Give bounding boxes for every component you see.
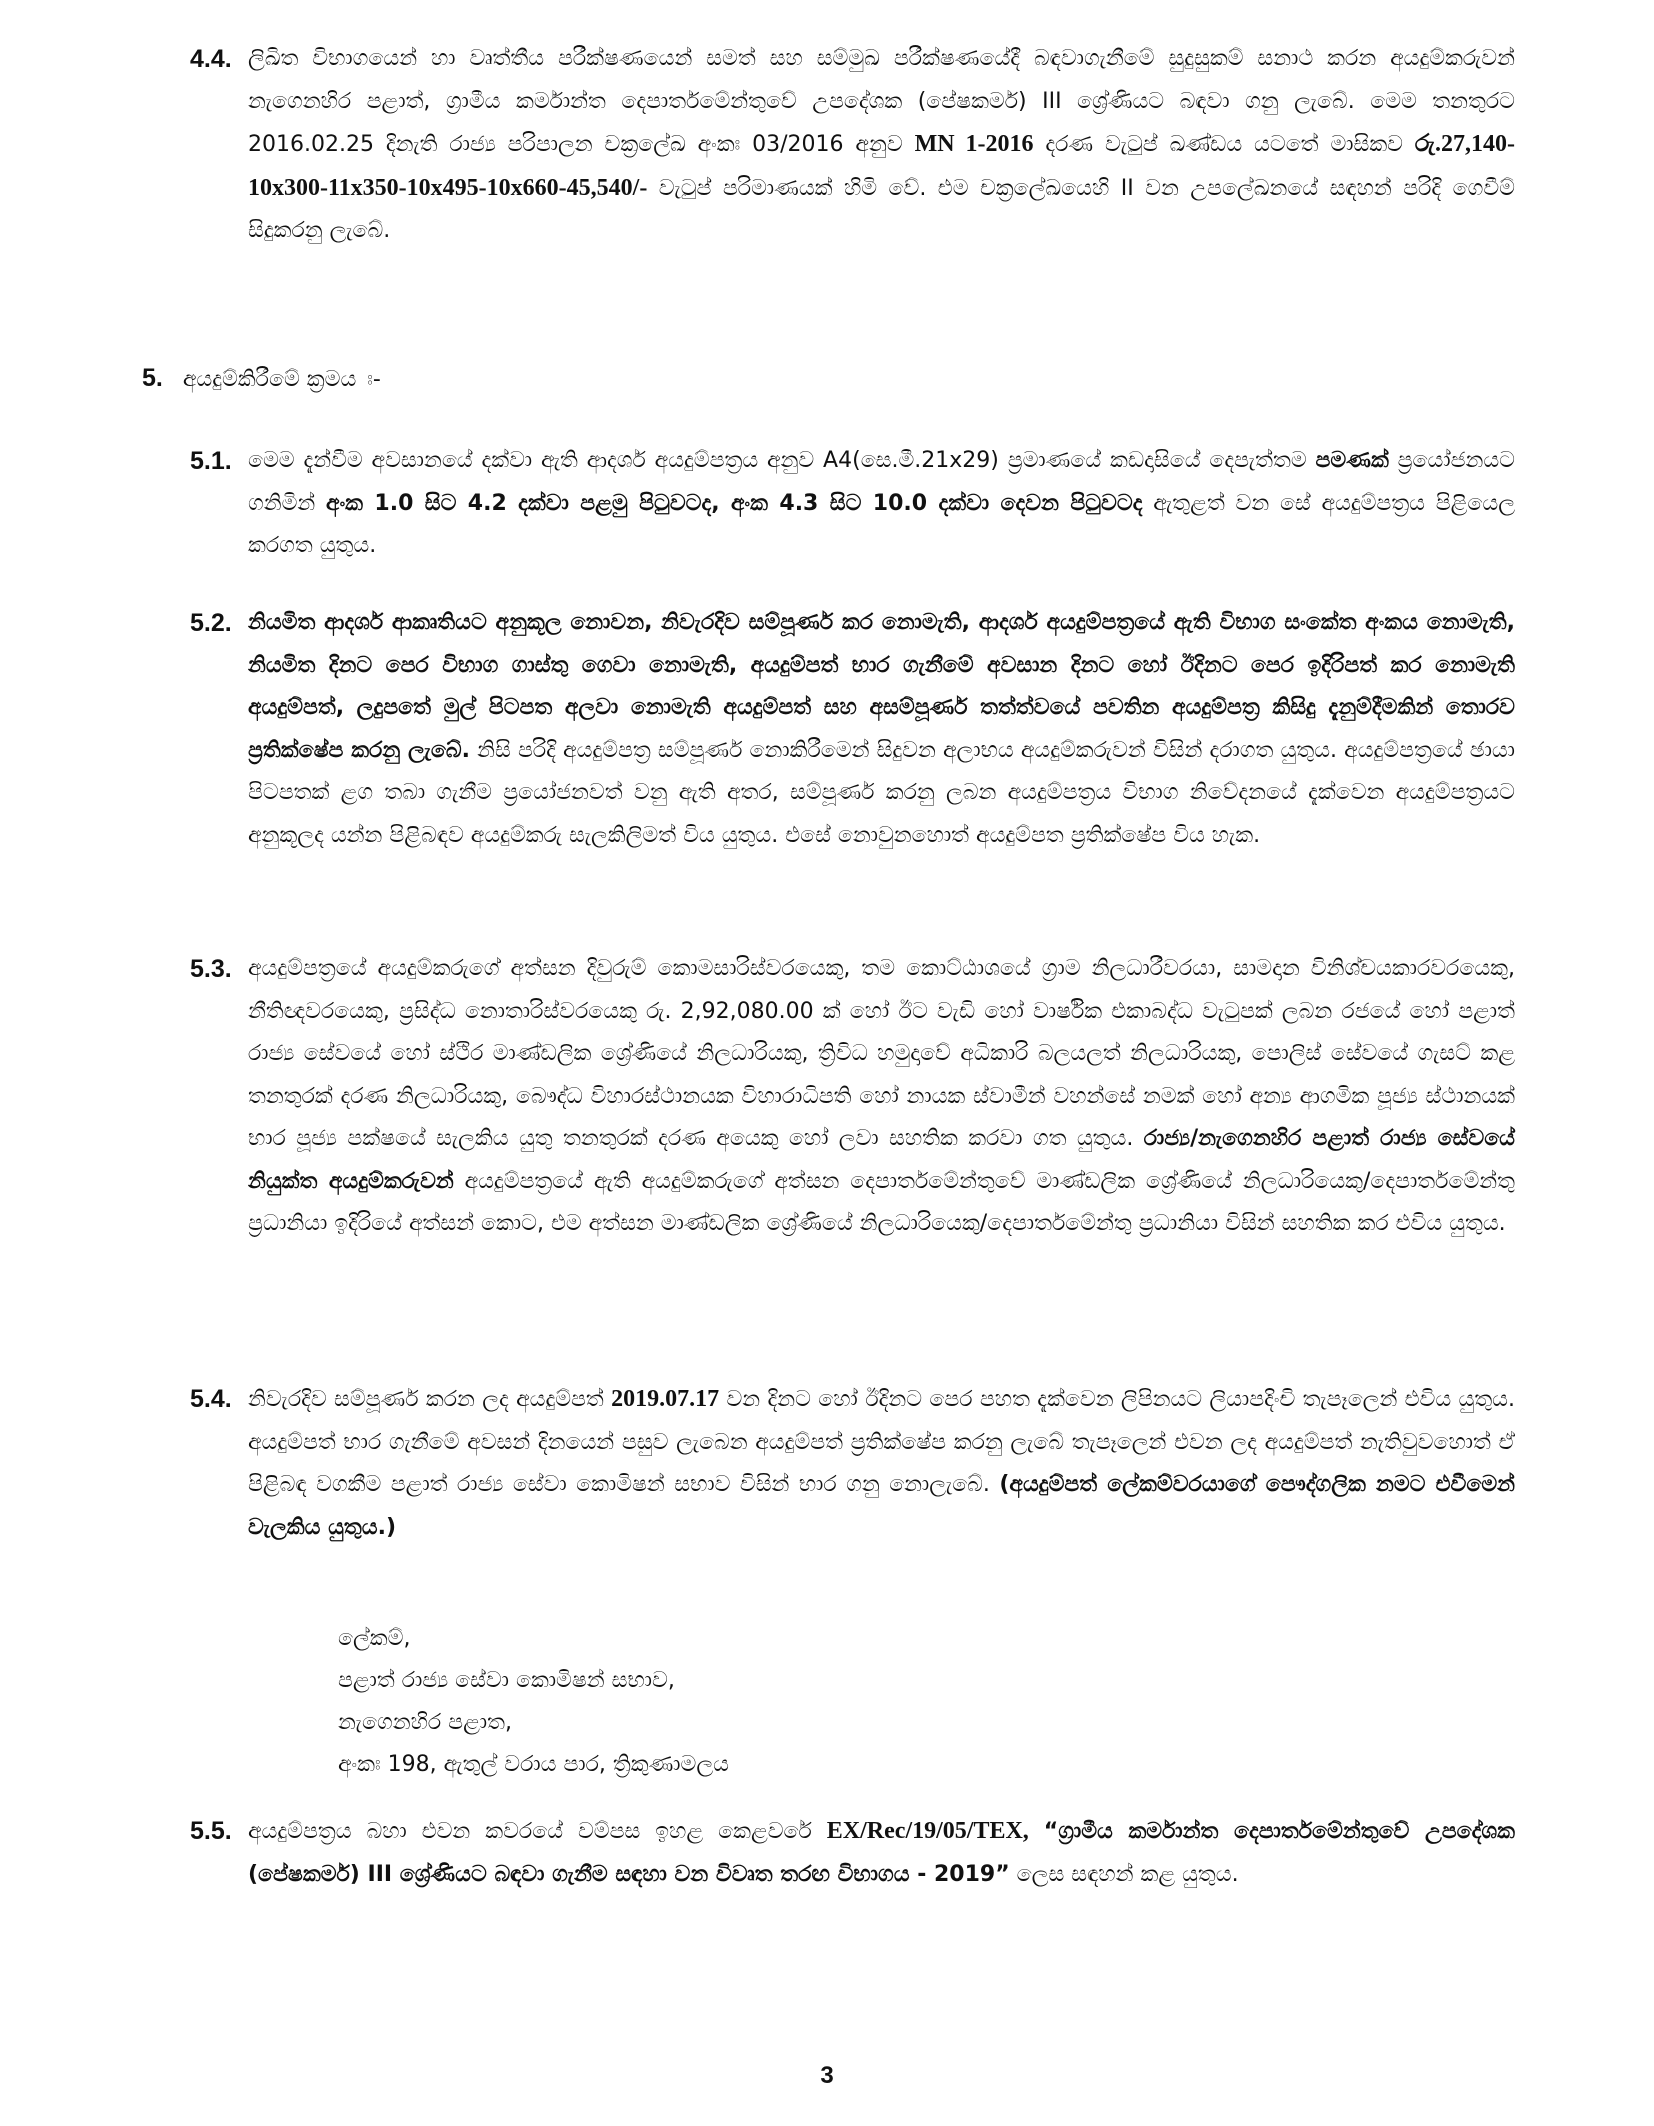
clause-text [248, 38, 1515, 253]
clause-text [248, 440, 1515, 568]
clause-number: 5.1. [190, 447, 232, 475]
postal-address [338, 1618, 729, 1786]
emphasis: “ග්‍රාමීය කර්මාන්ත දෙපාර්තමේන්තුවේ උපදේශක (පේෂකර්ම) III ශ්‍රේණියට බඳවා ගැනීම සඳහා වන විවෘත තරඟ විභාගය - 2019” [248, 1819, 1516, 1887]
clause-text-part: වැටුප් පරිමාණයක් හිමි වේ. එම චක්‍රලේඛයෙහි II වන උපලේඛනයේ සඳහන් පරිදි ගෙවීම් සිදුකරනු ලැබේ. [248, 175, 1515, 243]
clause-text [248, 602, 1515, 857]
page-number: 3 [820, 2062, 834, 2089]
address-line: ලේකම්, [338, 1626, 411, 1651]
clause-text-part: අයදුම්පත්‍රයේ ඇති අයදුම්කරුගේ අත්සන දෙපාර්තමේන්තුවේ මාණ්ඩලික ශ්‍රේණියේ නිලධාරියෙකු/දෙපාර්තමේන්තු ප්‍රධානියා ඉදිරියේ අත්සන් කොට, එම අත්සන මාණ්ඩලික ශ්‍රේණියේ නිලධාරියෙකු/දෙපාර්තමේන්තු ප්‍රධානියා විසින් සහතික කර එවිය යුතුය. [248, 1168, 1515, 1236]
clause-text-part: ලිඛිත විභාගයෙන් හා වෘත්තීය පරීක්ෂණයෙන් සමත් සහ සම්මුඛ පරීක්ෂණයේදී බඳවාගැනීමේ සුදුසුකම් සනාථ කරන අයදුම්කරුවන් නැගෙනහිර පළාත්, ග්‍රාමීය කර්මාන්ත දෙපාර්තමේන්තුවේ උපදේශක (පේෂකර්ම) III ශ්‍රේණියට බඳවා ගනු ලැබේ. මෙම තනතුරට 2016.02.25 දිනැති රාජ්‍ය පරිපාලන චක්‍රලේඛ අංකඃ 03/2016 අනුව [248, 46, 1515, 157]
clause-text-part: ඇතුළත් වන සේ අයදුම්පත්‍රය පිළියෙල කරගත යුතුය. [248, 490, 1515, 558]
clause-number: 4.4. [190, 45, 232, 73]
clause-text [248, 1810, 1515, 1896]
clause-text-part: ලෙස සඳහන් කළ යුතුය. [1016, 1861, 1239, 1887]
clause-text [248, 1378, 1515, 1549]
clause-text-part: නිවැරදිව සම්පූර්ණ කරන ලද අයදුම්පත් [248, 1387, 604, 1412]
clause-number: 5.4. [190, 1385, 232, 1413]
closing-date: 2019.07.17 [611, 1386, 720, 1412]
emphasis: අංක 1.0 සිට 4.2 දක්වා පළමු පිටුවටද, අංක 4.3 සිට 10.0 දක්වා දෙවන පිටුවටද [326, 490, 1143, 516]
emphasis: රාජ්‍ය/නැගෙනහිර පළාත් රාජ්‍ය සේවයේ නියුක්ත අයදුම්කරුවන් [248, 1126, 1515, 1194]
address-line: නැගෙනහිර පළාත, [338, 1710, 512, 1735]
clause-text-part: ප්‍රයෝජනයට ගනිමින් [248, 448, 1515, 516]
clause-text [248, 948, 1515, 1246]
clause-text-part: දරණ වැටුප් ඛණ්ඩය යටතේ මාසිකව [1045, 132, 1404, 157]
address-line: පළාත් රාජ්‍ය සේවා කොමිෂන් සභාව, [338, 1668, 675, 1693]
envelope-code: EX/Rec/19/05/TEX, [826, 1818, 1029, 1844]
clause-number: 5.5. [190, 1817, 232, 1845]
clause-number: 5.3. [190, 955, 232, 983]
address-line: අංකඃ 198, ඇතුල් වරාය පාර, ත්‍රිකුණාමලය [338, 1752, 729, 1777]
clause-text-part: අයදුම්පත්‍රයේ අයදුම්කරුගේ අත්සන දිවුරුම් කොමසාරිස්වරයෙකු, තම කොට්ඨාශයේ ග්‍රාම නිලධාරීවරයා, සාමදාන විනිශ්චයකාරවරයෙකු, නීතිඥවරයෙකු, ප්‍රසිද්ධ නොතාරිස්වරයෙකු රු. 2,92,080.00 ක් හෝ ඊට වැඩි හෝ වාර්ෂික එකාබද්ධ වැටුපක් ලබන රජයේ හෝ පළාත් රාජ්‍ය සේවයේ හෝ ස්ථිර මාණ්ඩලික ශ්‍රේණියේ නිලධාරියකු, ත්‍රිවිධ හමුදාවේ අධිකාරි බලයලත් නිලධාරියකු, පොලිස් සේවයේ ගැසට් කළ තනතුරක් දරණ නිලධාරියකු, බෞද්ධ විහාරස්ථානයක විහාරාධිපති හෝ නායක ස්වාමීන් වහන්සේ නමක් හෝ අන්‍ය ආගමික පූජ්‍ය ස්ථානයක් භාර පූජ්‍ය පක්ෂයේ සැලකිය යුතු තනතුරක් දරණ අයෙකු හෝ ලවා සහතික කරවා ගත යුතුය. [248, 956, 1515, 1151]
emphasis: පමණක් [1315, 448, 1389, 473]
salary-scale: රු.27,140-10x300-11x350-10x495-10x660-45,540/- [248, 131, 1515, 201]
clause-number: 5.2. [190, 609, 232, 637]
section-number: 5. [142, 364, 163, 392]
section-title: අයදුම්කිරීමේ ක්‍රමය ඃ- [182, 367, 381, 392]
emphasis: නියමිත ආදර්ශ ආකෘතියට අනුකූල නොවන, නිවැරදිව සම්පූර්ණ කර නොමැති, ආදර්ශ අයදුම්පත්‍රයේ ඇති විභාග සංකේත අංකය නොමැති, නියමිත දිනට පෙර විභාග ගාස්තු ගෙවා නොමැති, අයදුම්පත් භාර ගැනීමේ අවසාන දිනට හෝ ඊදිනට පෙර ඉදිරිපත් කර නොමැති අයදුම්පත්, ලදුපතේ මුල් පිටපත අලවා නොමැති අයදුම්පත් සහ අසම්පූර්ණ තත්ත්වයේ පවතින අයදුම්පත්‍ර කිසිදු දැනුම්දීමකින් තොරව ප්‍රතික්ෂේප කරනු ලැබේ. [248, 610, 1515, 763]
section-heading-5 [142, 357, 381, 401]
salary-code: MN 1-2016 [914, 131, 1034, 157]
clause-text-part: මෙම දැන්වීම අවසානයේ දක්වා ඇති ආදර්ශ අයදුම්පත්‍රය අනුව A4(සෙ.මී.21x29) ප්‍රමාණයේ කඩදාසියේ දෙපැත්තම [248, 448, 1307, 473]
emphasis: (අයදුම්පත් ලේකම්වරයාගේ පෞද්ගලික නමට එවීමෙන් වැලකිය යුතුය.) [248, 1472, 1515, 1540]
clause-text-part: නිසි පරිදි අයදුම්පත්‍ර සම්පූර්ණ නොකිරීමෙන් සිදුවන අලාභය අයදුම්කරුවන් විසින් දරාගත යුතුය. අයදුම්පත්‍රයේ ඡායා පිටපතක් ළග තබා ගැනීම ප්‍රයෝජනවත් වනු ඇති අතර, සම්පූර්ණ කරනු ලබන අයදුම්පත්‍රය විභාග නිවේදනයේ දැක්වෙන අයදුම්පත්‍රයට අනුකූලද යන්න පිළිබඳව අයදුම්කරු සැලකිලිමත් විය යුතුය. එසේ නොවුනහොත් අයදුම්පත ප්‍රතික්ෂේප විය හැක. [248, 737, 1515, 848]
clause-text-part: අයදුම්පත්‍රය බහා එවන කවරයේ වම්පස ඉහළ කෙළවරේ [248, 1819, 812, 1844]
clause-text-part: වන දිනට හෝ ඊදිනට පෙර පහත දැක්වෙන ලිපිනයට ලියාපදිංචි තැපෑලෙන් එවිය යුතුය. අයදුම්පත් භාර ගැනීමේ අවසන් දිනයෙන් පසුව ලැබෙන අයදුම්පත් ප්‍රතික්ෂේප කරනු ලැබේ තැපෑලෙන් එවන ලද අයදුම්පත් නැතිවුවහොත් ඒ පිළිබඳ වගකීම පළාත් රාජ්‍ය සේවා කොමිෂන් සභාව විසින් භාර ගනු නොලැබේ. [248, 1387, 1515, 1497]
